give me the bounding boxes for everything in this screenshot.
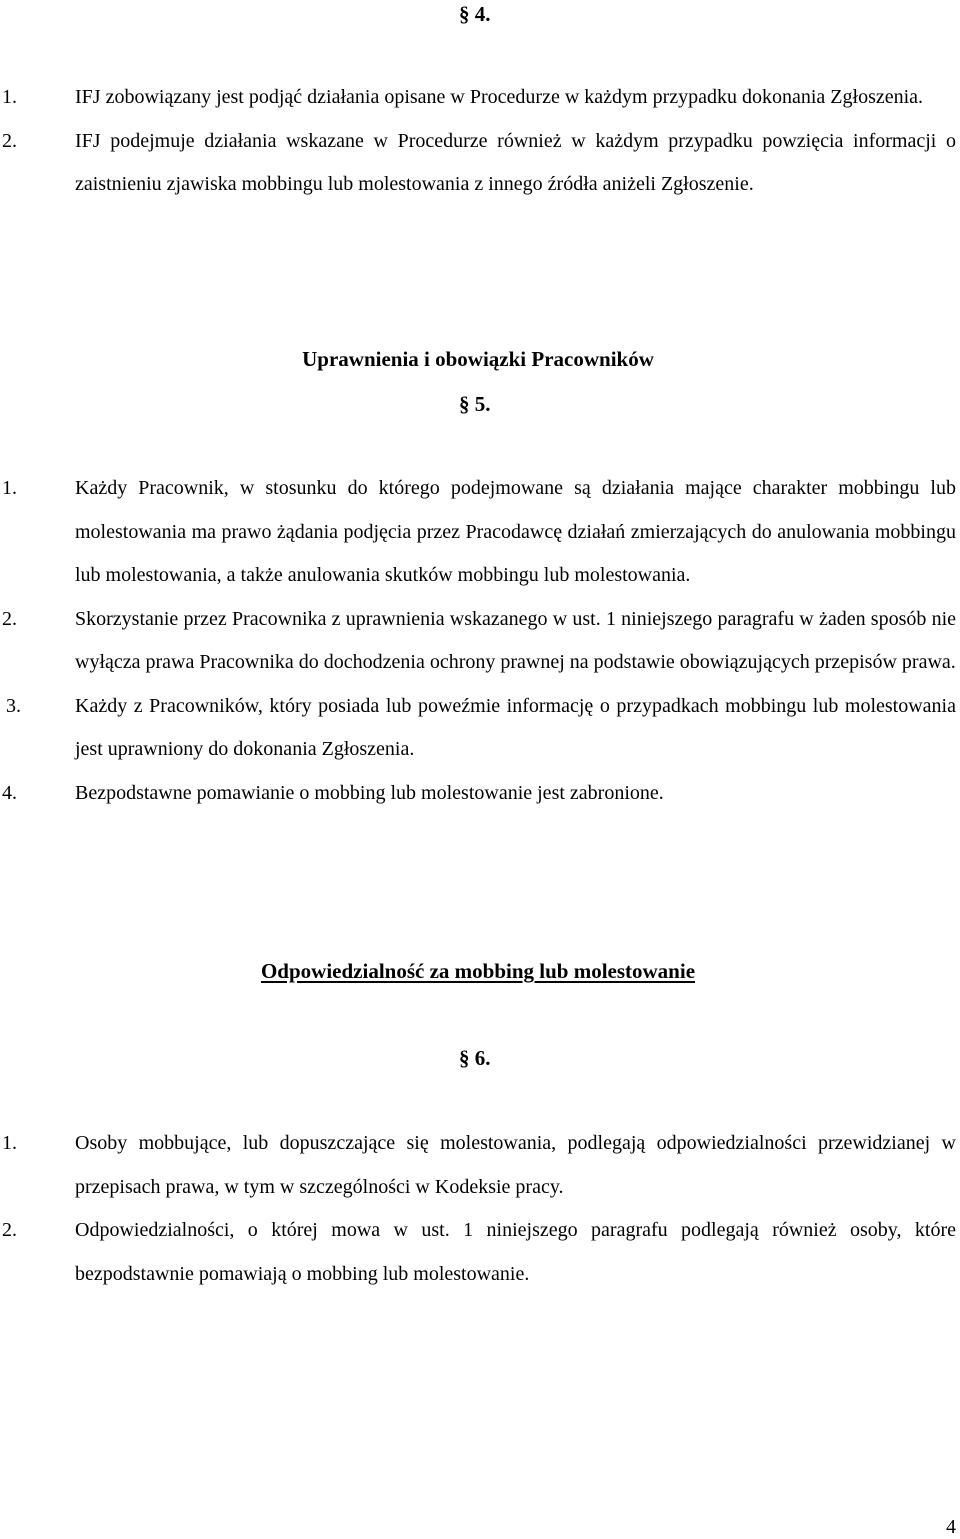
section-heading-6 [0, 958, 960, 984]
section-4-list [0, 76, 960, 207]
list-item [0, 1209, 960, 1296]
item-text: IFJ zobowiązany jest podjąć działania opisane w Procedurze w każdym przypadku dokonania Zgłoszenia. [75, 86, 924, 108]
section-6-list [0, 1122, 960, 1296]
heading-text: Odpowiedzialność za mobbing lub molestowanie [260, 959, 696, 983]
item-text: Osoby mobbujące, lub dopuszczające się molestowania, podlegają odpowiedzialności przewidzianej w przepisach prawa, w tym w szczególności w Kodeksie pracy. [75, 1132, 956, 1198]
section-5-list [0, 467, 960, 815]
list-item [0, 772, 960, 816]
section-mark-5: § 5. [459, 392, 491, 416]
item-text: Każdy z Pracowników, który posiada lub poweźmie informację o przypadkach mobbingu lub molestowania jest uprawniony do dokonania Zgłoszenia. [75, 694, 956, 760]
heading-text: Uprawnienia i obowiązki Pracowników [302, 347, 654, 371]
list-item [0, 598, 960, 685]
item-text: Odpowiedzialności, o której mowa w ust. 1 niniejszego paragrafu podlegają również osoby, które bezpodstawnie pomawiają o mobbing lub molestowanie. [75, 1219, 956, 1285]
item-text: Bezpodstawne pomawianie o mobbing lub molestowanie jest zabronione. [75, 781, 664, 804]
list-item [0, 467, 960, 598]
section-heading-5 [0, 346, 960, 372]
item-number: 1. [2, 86, 17, 108]
item-number: 2. [2, 607, 17, 630]
item-number: 2. [2, 129, 17, 152]
section-mark-4: § 4. [459, 2, 491, 26]
item-text: Skorzystanie przez Pracownika z uprawnienia wskazanego w ust. 1 niniejszego paragrafu w żaden sposób nie wyłącza prawa Pracownika do dochodzenia ochrony prawnej na podstawie obowiązujących przepisów prawa. [75, 607, 956, 673]
item-text: Każdy Pracownik, w stosunku do którego podejmowane są działania mające charakter mobbingu lub molestowania ma prawo żądania podjęcia przez Pracodawcę działań zmierzających do anulowania mobbingu lub molestowania, a także anulowania skutków mobbingu lub molestowania. [75, 477, 956, 586]
list-item [0, 76, 960, 120]
list-item [0, 120, 960, 207]
section-mark-6: § 6. [459, 1046, 491, 1070]
item-number: 4. [2, 781, 17, 804]
item-number: 3. [6, 694, 21, 717]
item-number: 2. [2, 1219, 17, 1241]
item-number: 1. [2, 1132, 17, 1154]
list-item [0, 685, 960, 772]
item-text: IFJ podejmuje działania wskazane w Procedurze również w każdym przypadku powzięcia informacji o zaistnieniu zjawiska mobbingu lub molestowania z innego źródła aniżeli Zgłoszenie. [75, 129, 956, 195]
list-item [0, 1122, 960, 1209]
item-number: 1. [2, 477, 17, 499]
page-number: 4 [946, 1516, 956, 1538]
